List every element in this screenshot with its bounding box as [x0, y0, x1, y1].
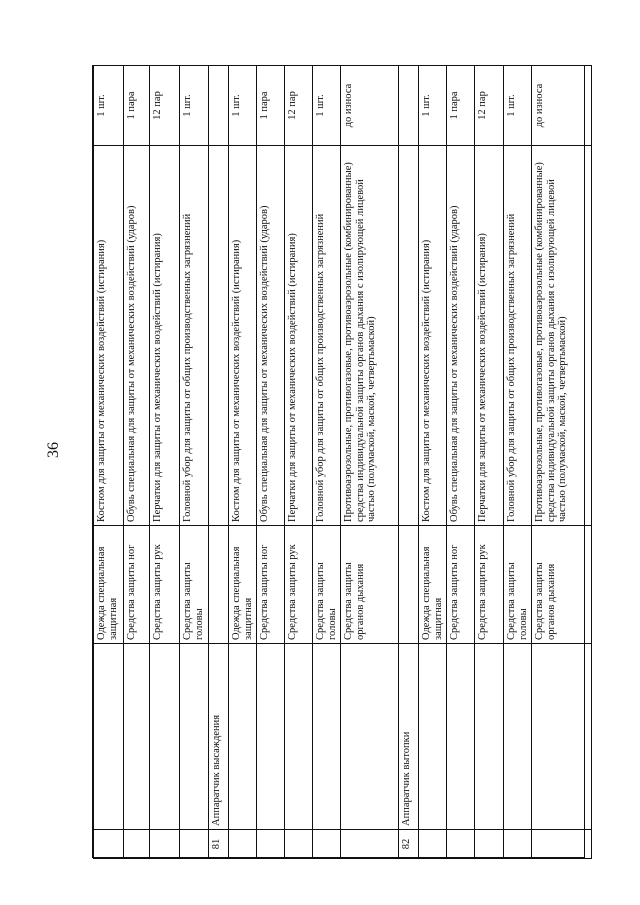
table-row — [285, 66, 313, 859]
profession-cell — [504, 644, 532, 830]
profession-cell — [313, 644, 341, 830]
ppe-type-cell: Средства защиты рук — [150, 526, 180, 644]
ppe-description-cell: Обувь специальная для защиты от механических воздействий (ударов) — [124, 146, 150, 526]
profession-cell — [341, 644, 399, 830]
profession-cell — [150, 644, 180, 830]
row-number-cell — [150, 830, 180, 859]
ppe-description-cell — [399, 146, 419, 526]
table-row — [475, 66, 504, 859]
ppe-type-cell: Средства защиты органов дыхания — [532, 526, 592, 644]
row-number-cell — [447, 830, 475, 859]
ppe-type-cell: Одежда специальная защитная — [229, 526, 257, 644]
ppe-type-cell: Средства защиты головы — [504, 526, 532, 644]
table-body — [94, 66, 592, 859]
page-number: 36 — [45, 442, 62, 458]
ppe-description-cell: Головной убор для защиты от общих производственных загрязнений — [313, 146, 341, 526]
ppe-description-cell: Противоаэрозольные, противогазовые, противоаэрозольные (комбинированные) средства индивидуальной защиты органов дыхания с изолирующей лицевой частью (полумаской, маской, четвертьмаской) — [341, 146, 399, 526]
ppe-description-cell: Костюм для защиты от механических воздействий (истирания) — [419, 146, 447, 526]
ppe-description-cell: Перчатки для защиты от механических воздействий (истирания) — [475, 146, 504, 526]
row-number-cell — [94, 830, 124, 859]
ppe-description-cell: Головной убор для защиты от общих производственных загрязнений — [180, 146, 209, 526]
profession-cell — [180, 644, 209, 830]
row-number-cell: 81 — [209, 830, 229, 859]
ppe-table-frame — [92, 65, 585, 858]
row-number-cell — [475, 830, 504, 859]
issue-norm-cell: до износа — [532, 66, 592, 146]
ppe-type-cell: Средства защиты органов дыхания — [341, 526, 399, 644]
profession-cell — [229, 644, 257, 830]
ppe-type-cell: Средства защиты головы — [180, 526, 209, 644]
issue-norm-cell: 12 пар — [285, 66, 313, 146]
issue-norm-cell: 1 шт. — [180, 66, 209, 146]
issue-norm-cell: 1 пара — [257, 66, 285, 146]
table-row — [229, 66, 257, 859]
row-number-cell — [532, 830, 592, 859]
issue-norm-cell: 1 шт. — [419, 66, 447, 146]
table-row — [124, 66, 150, 859]
table-row — [399, 66, 419, 859]
table-row — [150, 66, 180, 859]
profession-cell — [124, 644, 150, 830]
ppe-description-cell: Обувь специальная для защиты от механических воздействий (ударов) — [447, 146, 475, 526]
ppe-description-cell — [209, 146, 229, 526]
issue-norm-cell: 1 шт. — [504, 66, 532, 146]
table-row — [209, 66, 229, 859]
issue-norm-cell: 1 пара — [124, 66, 150, 146]
profession-cell — [532, 644, 592, 830]
ppe-description-cell: Перчатки для защиты от механических воздействий (истирания) — [285, 146, 313, 526]
row-number-cell — [341, 830, 399, 859]
profession-cell — [419, 644, 447, 830]
table-row — [313, 66, 341, 859]
ppe-type-cell: Средства защиты ног — [124, 526, 150, 644]
issue-norm-cell: 1 шт. — [313, 66, 341, 146]
issue-norm-cell — [399, 66, 419, 146]
ppe-table — [93, 65, 592, 859]
table-row — [341, 66, 399, 859]
table-row — [180, 66, 209, 859]
ppe-type-cell — [399, 526, 419, 644]
row-number-cell — [229, 830, 257, 859]
ppe-type-cell — [209, 526, 229, 644]
profession-cell — [285, 644, 313, 830]
ppe-type-cell: Средства защиты ног — [257, 526, 285, 644]
profession-cell: Аппаратчик высаждения — [209, 644, 229, 830]
profession-cell: Аппаратчик вытопки — [399, 644, 419, 830]
table-row — [447, 66, 475, 859]
ppe-type-cell: Средства защиты рук — [475, 526, 504, 644]
table-row — [94, 66, 124, 859]
ppe-type-cell: Одежда специальная защитная — [94, 526, 124, 644]
issue-norm-cell: 12 пар — [150, 66, 180, 146]
row-number-cell: 82 — [399, 830, 419, 859]
issue-norm-cell — [209, 66, 229, 146]
ppe-description-cell: Головной убор для защиты от общих производственных загрязнений — [504, 146, 532, 526]
profession-cell — [257, 644, 285, 830]
table-row — [419, 66, 447, 859]
profession-cell — [94, 644, 124, 830]
issue-norm-cell: до износа — [341, 66, 399, 146]
row-number-cell — [124, 830, 150, 859]
ppe-description-cell: Обувь специальная для защиты от механических воздействий (ударов) — [257, 146, 285, 526]
ppe-type-cell: Средства защиты рук — [285, 526, 313, 644]
row-number-cell — [313, 830, 341, 859]
ppe-description-cell: Противоаэрозольные, противогазовые, противоаэрозольные (комбинированные) средства индивидуальной защиты органов дыхания с изолирующей лицевой частью (полумаской, маской, четвертьмаской) — [532, 146, 592, 526]
issue-norm-cell: 1 пара — [447, 66, 475, 146]
row-number-cell — [504, 830, 532, 859]
row-number-cell — [419, 830, 447, 859]
ppe-type-cell: Средства защиты головы — [313, 526, 341, 644]
profession-cell — [447, 644, 475, 830]
table-row — [532, 66, 592, 859]
issue-norm-cell: 1 шт. — [229, 66, 257, 146]
ppe-description-cell: Перчатки для защиты от механических воздействий (истирания) — [150, 146, 180, 526]
row-number-cell — [257, 830, 285, 859]
ppe-description-cell: Костюм для защиты от механических воздействий (истирания) — [94, 146, 124, 526]
table-row — [504, 66, 532, 859]
ppe-description-cell: Костюм для защиты от механических воздействий (истирания) — [229, 146, 257, 526]
ppe-type-cell: Одежда специальная защитная — [419, 526, 447, 644]
issue-norm-cell: 12 пар — [475, 66, 504, 146]
row-number-cell — [285, 830, 313, 859]
table-row — [257, 66, 285, 859]
profession-cell — [475, 644, 504, 830]
issue-norm-cell: 1 шт. — [94, 66, 124, 146]
row-number-cell — [180, 830, 209, 859]
ppe-type-cell: Средства защиты ног — [447, 526, 475, 644]
